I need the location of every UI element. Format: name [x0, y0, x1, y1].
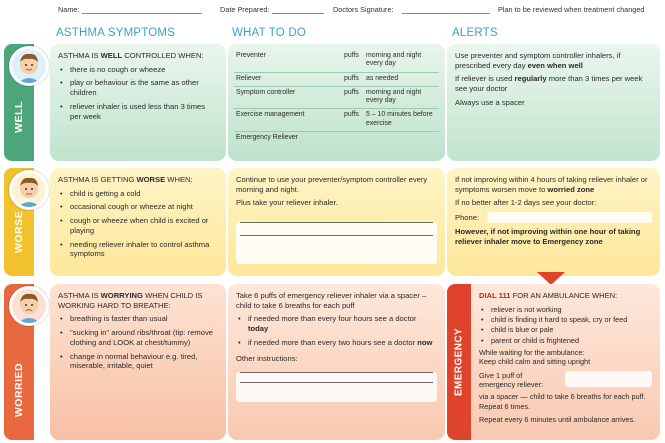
list-item: • child is finding it hard to speak, cry or feed [479, 315, 652, 324]
worse-zone [4, 168, 664, 276]
emergency-title: DIAL 111 FOR AN AMBULANCE WHEN: [479, 291, 618, 300]
worse-todo-1: Continue to use your preventer/symptom controller every morning and night. [236, 175, 428, 194]
medication-table [234, 50, 439, 145]
worried-symptom-list [58, 314, 218, 371]
list-item: • "sucking in" around ribs/throat (tip: remove clothing and LOOK at chest/tummy) [58, 328, 218, 347]
list-item: • occasional cough or wheeze at night [58, 202, 218, 212]
review-note: Plan to be reviewed when treatment changed [498, 5, 645, 14]
worse-alert-2: If no better after 1-2 days see your doctor: [455, 198, 597, 208]
worse-alerts-panel [447, 168, 660, 276]
phone-label: Phone: [455, 212, 480, 222]
well-title: ASTHMA IS WELL CONTROLLED WHEN: [58, 51, 204, 60]
well-alerts-panel [447, 44, 660, 161]
worse-title: ASTHMA IS GETTING WORSE WHEN: [58, 175, 193, 184]
list-item: • child is getting a cold [58, 189, 218, 199]
doctor-signature-label: Doctors Signature: [333, 5, 394, 14]
well-alert-1: Use preventer and symptom controller inhalers, if prescribed every day even when well [455, 51, 621, 70]
well-alert-3: Always use a spacer [455, 97, 525, 107]
repeat-text: Repeat every 6 minutes until ambulance arrives. [479, 415, 636, 424]
well-symptoms-panel [50, 44, 226, 161]
column-heading-what-to-do: WHAT TO DO [232, 27, 306, 39]
worried-zone [4, 284, 664, 440]
plan-header [0, 0, 665, 18]
waiting-text: While waiting for the ambulance: [479, 348, 585, 358]
doctor-signature-line[interactable] [402, 13, 490, 14]
well-zone [4, 44, 664, 161]
worse-todo-panel [228, 168, 445, 276]
phone-row [455, 212, 652, 223]
worse-tab-label: WORSE [13, 210, 25, 254]
worse-symptoms-panel [50, 168, 226, 276]
well-symptom-list [58, 65, 218, 122]
name-line[interactable] [82, 13, 202, 14]
list-item: • reliever inhaler is used less than 3 times per week [58, 102, 218, 121]
other-instructions-field[interactable] [236, 372, 437, 402]
date-line[interactable] [272, 13, 324, 14]
spacer-text: via a spacer — child to take 6 breaths for each puff. Repeat 6 times. [479, 392, 646, 411]
worried-todo-list [236, 314, 437, 347]
emergency-reliever-field[interactable] [565, 371, 652, 387]
list-item: • cough or wheeze when child is excited or playing [58, 216, 218, 235]
child-avatar-icon [9, 46, 49, 86]
child-avatar-icon [9, 286, 49, 326]
worried-todo-intro: Take 6 puffs of emergency reliever inhaler via a spacer – child to take 6 breaths for each puff [236, 291, 427, 310]
table-row: Exercise management puffs 5 – 10 minutes before exercise [234, 109, 439, 132]
well-tab-label: WELL [13, 101, 25, 133]
table-row: Emergency Reliever [236, 133, 299, 141]
worse-todo-2: Plus take your reliever inhaler. [236, 198, 338, 208]
child-avatar-icon [9, 170, 49, 210]
emergency-list [479, 305, 652, 345]
worried-symptoms-panel [50, 284, 226, 440]
list-item: • parent or child is frightened [479, 336, 652, 345]
list-item: • there is no cough or wheeze [58, 65, 218, 75]
list-item: • if needed more than every four hours see a doctor today [236, 314, 437, 333]
emergency-tab [447, 284, 471, 440]
worried-todo-panel [228, 284, 445, 440]
list-item: • reliever is not working [479, 305, 652, 314]
worse-instructions-field[interactable] [236, 222, 437, 264]
worse-symptom-list [58, 189, 218, 259]
worried-tab-label: WORRIED [13, 362, 25, 418]
other-instructions-label: Other instructions: [236, 353, 298, 363]
calm-text: Keep child calm and sitting upright [479, 357, 591, 367]
worse-alert-3: However, if not improving within one hour of taking reliever inhaler move to Emergency zone [455, 227, 641, 246]
well-medication-panel [228, 44, 445, 161]
list-item: • change in normal behaviour e.g. tired, miserable, irritable, quiet [58, 352, 218, 371]
give-puff-text: Give 1 puff of emergency reliever: [479, 370, 544, 390]
phone-field[interactable] [487, 212, 652, 223]
worried-title: ASTHMA IS WORRYING WHEN CHILD IS WORKING HARD TO BREATHE: [58, 291, 203, 310]
list-item: • breathing is faster than usual [58, 314, 218, 324]
list-item: • if needed more than every two hours see a doctor now [236, 338, 437, 348]
table-row: Symptom controller puffs morning and night every day [234, 86, 439, 109]
table-row: Preventer puffs morning and night every day [234, 50, 439, 72]
give-puff-row [479, 371, 652, 390]
column-heading-alerts: ALERTS [452, 27, 498, 39]
well-alert-2: If reliever is used regularly more than 3 times per week see your doctor [455, 74, 643, 94]
worse-alert-1: If not improving within 4 hours of taking reliever inhaler or symptoms worsen move to worried zone [455, 175, 648, 194]
emergency-tab-label: EMERGENCY [453, 327, 465, 397]
emergency-panel [471, 284, 660, 440]
table-row: Reliever puffs as needed [234, 72, 439, 86]
list-item: • needing reliever inhaler to control asthma symptoms [58, 240, 218, 259]
name-label: Name: [58, 5, 80, 14]
date-label: Date Prepared: [220, 5, 270, 14]
list-item: • child is blue or pale [479, 325, 652, 334]
column-heading-symptoms: ASTHMA SYMPTOMS [56, 27, 176, 39]
list-item: • play or behaviour is the same as other children [58, 78, 218, 97]
